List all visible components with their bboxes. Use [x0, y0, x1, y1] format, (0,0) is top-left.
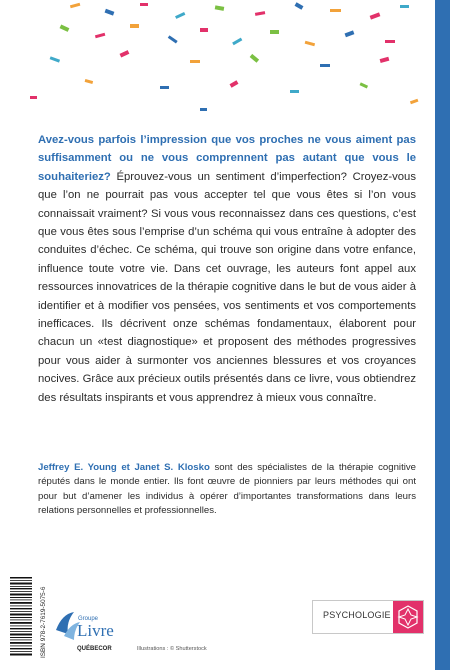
svg-text:ISBN 978-2-7619-5075-6: ISBN 978-2-7619-5075-6: [40, 586, 47, 658]
publisher-line3: QUÉBECOR: [77, 646, 112, 652]
publisher-line2: Livre: [77, 621, 114, 640]
bio-text: sont des spécialistes de la thérapie cognitive réputés dans le monde entier. Ils font œuvre de pionniers par leurs méthodes qui ont pour but d’amener les individus à opérer d’importantes transformations dans leurs relations personnelles et professionnelles.: [38, 462, 416, 517]
description-body: Éprouvez-vous un sentiment d’imperfection? Croyez-vous que l’on ne pourrait pas vous accepter tel que vous êtes si l’on vous connaissait vraiment? Si vous vous reconnaissez dans ces questions, c’est que vous êtes sous l’emprise d’un schéma qui vous entraîne à adopter des conduites d’échec. Ce schéma, qui trouve son origine dans votre enfance, influence toute votre vie. Dans cet ouvrage, les auteurs font appel aux ressources innovatrices de la thérapie cognitive dans le but de vous aider à identifier et à modifier vos pensées, vos sentiments et vos comportements inefficaces. Ils décrivent onze schémas fondamentaux, élaborent pour chacun un «test diagnostique» et proposent des méthodes progressives pour vous aider à surmonter vos anciennes blessures et vos croyances nocives. Grâce aux précieux outils présentés dans ce livre, vous obtiendrez des résultats inspirants et vous apprendrez à mieux vous connaître.: [38, 170, 416, 404]
isbn-label: [38, 578, 48, 660]
publisher-logo: [48, 600, 128, 660]
author-bio: [38, 461, 416, 519]
main-description: [38, 131, 416, 407]
illustration-credits: Illustrations : © Shutterstock: [137, 646, 207, 652]
hexagon-star-icon: [393, 601, 423, 633]
barcode-icon: [8, 575, 34, 657]
confetti-decoration: [0, 0, 435, 125]
spine-edge: [435, 0, 450, 670]
publisher-line1: Groupe: [78, 616, 99, 622]
category-label: PSYCHOLOGIE: [323, 610, 391, 620]
category-badge: [312, 600, 424, 634]
author-names: Jeffrey E. Young et Janet S. Klosko: [38, 462, 210, 473]
lead-question: Avez-vous parfois l’impression que vos proches ne vous aiment pas suffisamment ou ne vous comprennent pas autant que vous le souhaiteriez?: [38, 134, 416, 183]
